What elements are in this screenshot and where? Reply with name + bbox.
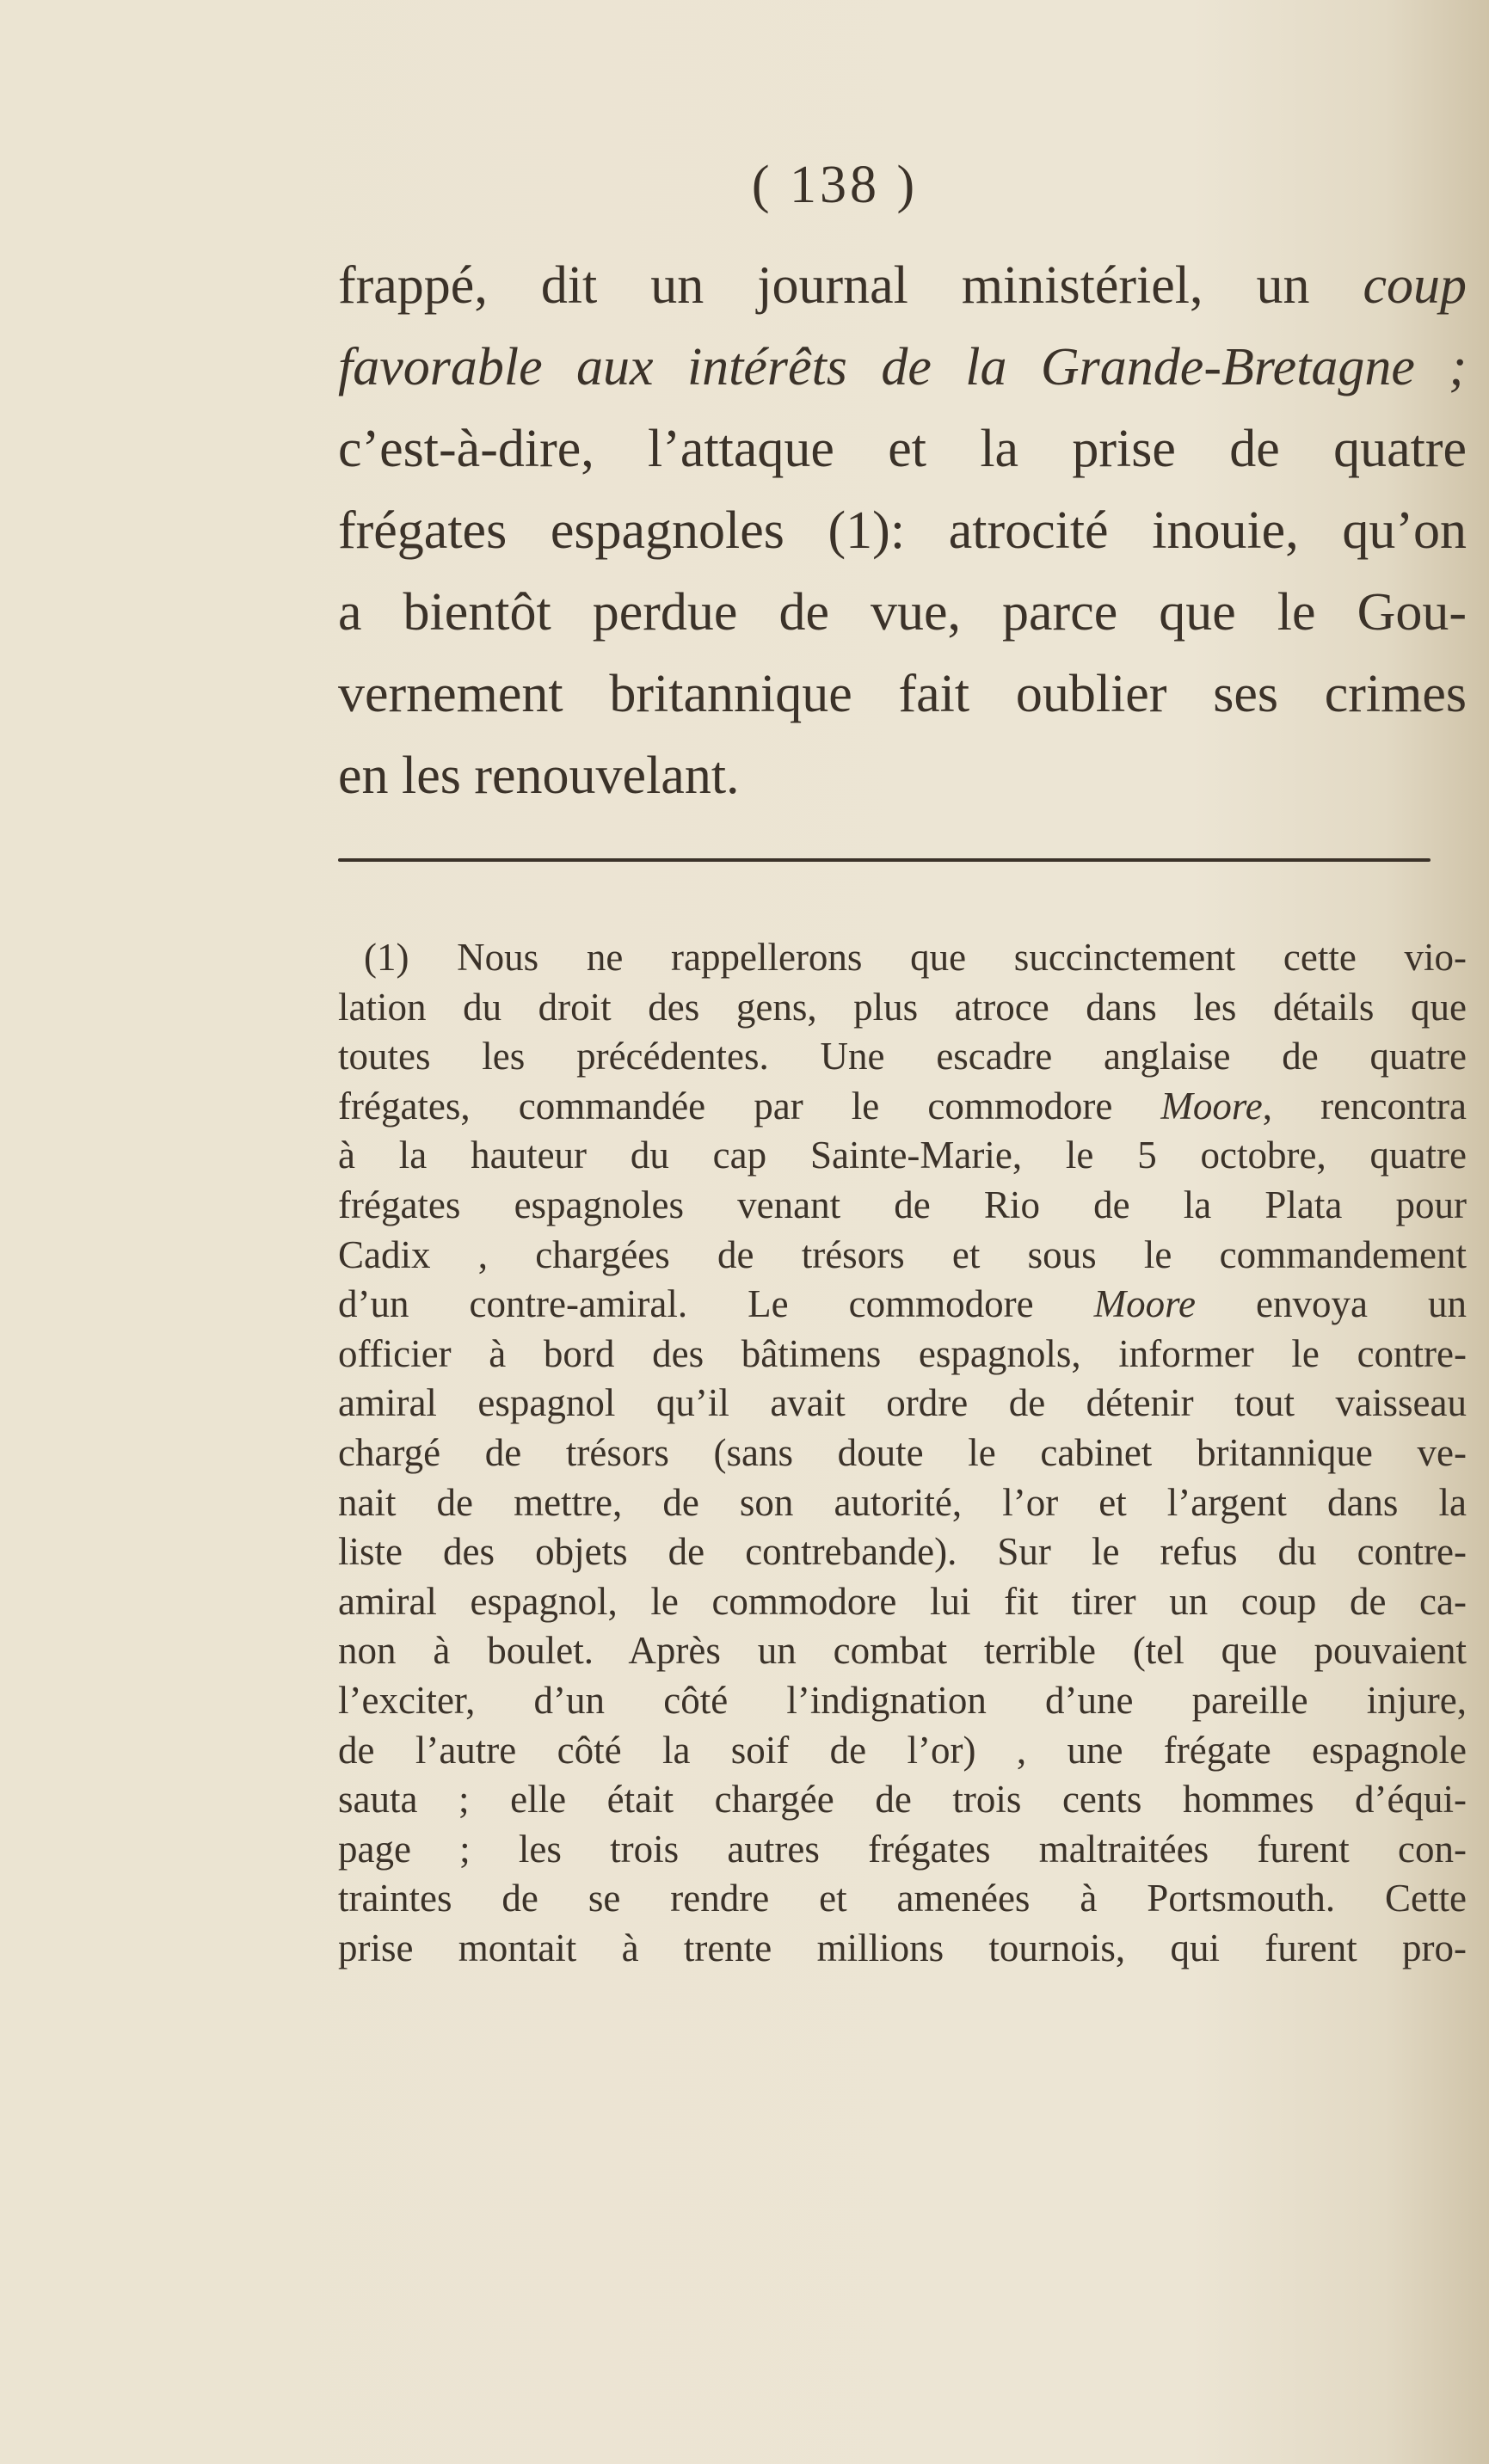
text-segment: amiral espagnol, le commodore lui fit tirer un coup de ca- — [338, 1579, 1467, 1623]
italic-text: Moore — [1160, 1084, 1263, 1128]
text-segment: à la hauteur du cap Sainte-Marie, le 5 octobre, quatre — [338, 1134, 1467, 1177]
footnote-line — [338, 1181, 1467, 1231]
body-text-line — [338, 409, 1467, 490]
text-segment: en les renouvelant. — [338, 747, 740, 805]
text-segment: envoya un — [1195, 1282, 1467, 1326]
text-segment: frégates, commandée par le commodore — [338, 1084, 1161, 1128]
footnote-line — [338, 1676, 1467, 1726]
footnote-line — [338, 1280, 1467, 1330]
footnote-line — [338, 983, 1467, 1033]
footnote-line — [338, 1131, 1467, 1181]
footnote-line — [338, 1330, 1467, 1379]
italic-text: Moore — [1093, 1282, 1196, 1326]
footnote — [338, 933, 1467, 1973]
body-text-line — [338, 327, 1467, 409]
italic-text: coup — [1363, 256, 1467, 315]
footnote-line — [338, 1577, 1467, 1627]
text-segment: frégates espagnoles (1): atrocité inouie, qu’on — [338, 501, 1467, 560]
text-segment: frégates espagnoles venant de Rio de la Plata pour — [338, 1183, 1467, 1226]
main-text — [338, 245, 1467, 817]
text-segment: Cadix , chargées de trésors et sous le commandement — [338, 1232, 1467, 1276]
page-number: ( 138 ) — [751, 156, 919, 214]
text-segment: nait de mettre, de son autorité, l’or et l’argent dans la — [338, 1480, 1467, 1524]
text-segment: officier à bord des bâtimens espagnols, informer le contre- — [338, 1331, 1467, 1375]
body-text-line — [338, 490, 1467, 572]
text-segment: de l’autre côté la soif de l’or) , une frégate espagnole — [338, 1728, 1467, 1772]
text-segment: chargé de trésors (sans doute le cabinet britannique ve- — [338, 1430, 1467, 1474]
footnote-line — [338, 1429, 1467, 1478]
footnote-line — [338, 1825, 1467, 1875]
text-segment: , rencontra — [1262, 1084, 1467, 1128]
text-segment: c’est-à-dire, l’attaque et la prise de quatre — [338, 420, 1467, 478]
text-segment: page ; les trois autres frégates maltraitées furent con- — [338, 1827, 1467, 1871]
text-segment: toutes les précédentes. Une escadre anglaise de quatre — [338, 1035, 1467, 1078]
text-segment: non à boulet. Après un combat terrible (tel que pouvaient — [338, 1629, 1467, 1673]
text-segment: frappé, dit un journal ministériel, un — [338, 256, 1363, 315]
text-segment: liste des objets de contrebande). Sur le refus du contre- — [338, 1530, 1467, 1574]
footnote-divider — [338, 858, 1431, 862]
text-segment: traintes de se rendre et amenées à Portsmouth. Cette — [338, 1877, 1467, 1920]
footnote-line — [338, 1527, 1467, 1577]
footnote-line — [338, 1478, 1467, 1528]
text-segment: sauta ; elle était chargée de trois cents hommes d’équi- — [338, 1778, 1467, 1822]
text-segment: a bientôt perdue de vue, parce que le Gou- — [338, 583, 1467, 642]
footnote-line — [338, 933, 1467, 983]
text-segment: vernement britannique fait oublier ses crimes — [338, 665, 1467, 723]
body-text-line — [338, 245, 1467, 327]
text-segment: amiral espagnol qu’il avait ordre de détenir tout vaisseau — [338, 1381, 1467, 1425]
text-segment: lation du droit des gens, plus atroce dans les détails que — [338, 985, 1467, 1029]
text-segment: prise montait à trente millions tournois, qui furent pro- — [338, 1926, 1467, 1969]
footnote-line — [338, 1726, 1467, 1776]
text-segment: l’exciter, d’un côté l’indignation d’une pareille injure, — [338, 1678, 1467, 1722]
footnote-line — [338, 1082, 1467, 1132]
body-text-line — [338, 654, 1467, 735]
footnote-line — [338, 1032, 1467, 1082]
body-text-line — [338, 572, 1467, 654]
footnote-line — [338, 1379, 1467, 1429]
footnote-line — [338, 1231, 1467, 1281]
body-text-line — [338, 735, 1467, 817]
footnote-line — [338, 1626, 1467, 1676]
footnote-line — [338, 1874, 1467, 1924]
text-segment: d’un contre-amiral. Le commodore — [338, 1282, 1094, 1326]
italic-text: favorable aux intérêts de la Grande-Bretagne ; — [338, 338, 1467, 396]
footnote-line — [338, 1924, 1467, 1974]
text-segment: (1) Nous ne rappellerons que succinctement cette vio- — [364, 936, 1467, 979]
footnote-line — [338, 1775, 1467, 1825]
